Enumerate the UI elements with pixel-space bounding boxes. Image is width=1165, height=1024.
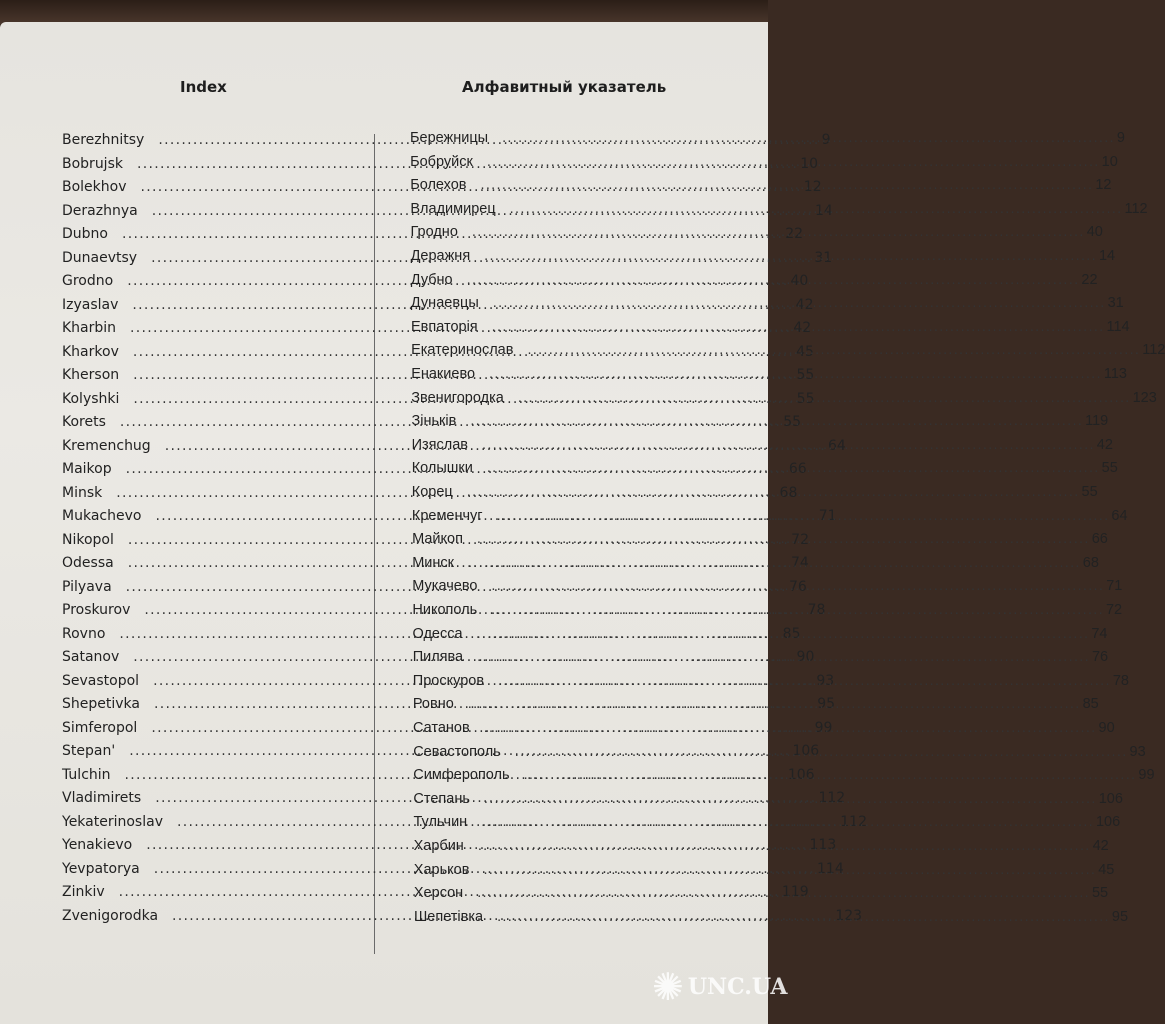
entry-page-number: 78 xyxy=(807,602,826,618)
dot-leader xyxy=(467,272,1080,288)
entry-name: Колышки xyxy=(411,460,473,477)
entry-page-number: 42 xyxy=(1096,436,1113,453)
entry-page-number: 74 xyxy=(1091,625,1108,642)
entry-name: Kremenchug xyxy=(62,437,151,454)
entry-name: Бобруйск xyxy=(410,153,473,170)
entry-page-number: 112 xyxy=(840,813,867,830)
entry-page-number: 114 xyxy=(1106,318,1130,335)
index-heading-russian: Алфавитный указатель xyxy=(462,78,667,96)
entry-name: Изяслав xyxy=(411,436,468,453)
entry-name: Звенигородка xyxy=(411,389,504,406)
entry-page-number: 76 xyxy=(1091,649,1109,666)
entry-page-number: 76 xyxy=(788,578,807,595)
entry-name: Kharbin xyxy=(62,320,117,336)
entry-page-number: 42 xyxy=(1092,838,1109,854)
entry-page-number: 9 xyxy=(1116,130,1125,146)
dot-leader xyxy=(468,696,1081,712)
entry-name: Евпаторія xyxy=(411,318,478,335)
dot-leader xyxy=(489,366,1102,382)
entry-name: Maikop xyxy=(62,461,112,477)
entry-page-number: 12 xyxy=(803,179,822,195)
entry-name: Минск xyxy=(412,554,454,571)
entry-name: Кременчуг xyxy=(411,507,483,524)
entry-page-number: 22 xyxy=(785,226,804,242)
entry-page-number: 14 xyxy=(1098,248,1116,264)
entry-page-number: 78 xyxy=(1112,672,1129,689)
entry-name: Izyaslav xyxy=(62,296,119,313)
dot-leader xyxy=(491,602,1104,618)
entry-name: Енакиево xyxy=(411,366,476,382)
entry-name: Корец xyxy=(411,484,453,500)
entry-page-number: 31 xyxy=(814,249,833,266)
entry-page-number: 42 xyxy=(793,320,812,336)
dot-leader xyxy=(498,673,1111,689)
entry-name: Yekaterinoslav xyxy=(62,813,163,830)
entry-name: Yevpatorya xyxy=(62,860,140,877)
entry-page-number: 12 xyxy=(1095,177,1112,194)
entry-name: Севастополь xyxy=(413,743,501,760)
entry-page-number: 64 xyxy=(827,437,846,454)
entry-page-number: 119 xyxy=(1085,413,1109,430)
watermark xyxy=(652,965,788,1009)
entry-page-number: 85 xyxy=(1082,696,1099,713)
dot-leader xyxy=(493,295,1106,311)
dot-leader xyxy=(487,460,1100,476)
entry-page-number: 112 xyxy=(1142,342,1165,359)
entry-name: Мукачево xyxy=(412,578,478,595)
entry-page-number: 106 xyxy=(1098,790,1123,807)
entry-name: Rovno xyxy=(62,625,106,642)
dot-leader xyxy=(527,342,1140,358)
entry-page-number: 99 xyxy=(1138,767,1155,784)
entry-page-number: 112 xyxy=(818,790,846,806)
dot-leader xyxy=(481,177,1094,193)
dot-leader xyxy=(477,649,1090,665)
dot-leader xyxy=(497,909,1110,925)
entry-name: Zinkiv xyxy=(62,884,105,900)
entry-name: Bobrujsk xyxy=(62,155,123,172)
entry-name: Kherson xyxy=(62,367,120,383)
entry-name: Болехов xyxy=(410,177,467,194)
entry-name: Никополь xyxy=(412,602,478,618)
entry-name: Екатеринослав xyxy=(411,342,514,359)
entry-name: Berezhnitsy xyxy=(62,132,145,148)
entry-page-number: 119 xyxy=(781,884,809,900)
entry-name: Бережницы xyxy=(410,130,489,146)
entry-page-number: 106 xyxy=(792,743,820,759)
entry-name: Шепетівка xyxy=(414,908,484,925)
entry-name: Харьков xyxy=(413,861,470,878)
entry-name: Сатанов xyxy=(413,720,470,736)
entry-name: Симферополь xyxy=(413,767,510,784)
sunburst-logo-icon: ✺ xyxy=(652,965,684,1009)
entry-name: Korets xyxy=(62,414,106,430)
entry-name: Проскуров xyxy=(412,672,485,689)
watermark-text: UNC.UA xyxy=(687,974,788,1000)
entry-page-number: 106 xyxy=(787,766,815,783)
entry-name: Satanov xyxy=(62,649,120,665)
entry-page-number: 114 xyxy=(817,860,844,877)
dot-leader xyxy=(510,201,1123,217)
book-page xyxy=(0,22,1165,1024)
index-entry xyxy=(410,153,1118,170)
entry-page-number: 113 xyxy=(809,837,837,853)
entry-page-number: 71 xyxy=(818,508,837,524)
dot-leader xyxy=(468,555,1081,571)
entry-page-number: 55 xyxy=(1101,460,1118,477)
entry-page-number: 40 xyxy=(1086,224,1103,241)
dot-leader xyxy=(487,154,1100,170)
entry-name: Dubno xyxy=(62,226,108,242)
entry-page-number: 90 xyxy=(796,649,815,665)
entry-page-number: 123 xyxy=(1132,389,1157,406)
entry-page-number: 55 xyxy=(1081,484,1098,500)
entry-name: Зіньків xyxy=(411,413,457,430)
dot-leader xyxy=(477,626,1090,642)
entry-page-number: 10 xyxy=(800,155,819,172)
entry-name: Minsk xyxy=(62,484,103,501)
entry-page-number: 95 xyxy=(817,696,836,712)
background-surface xyxy=(0,0,768,24)
entry-name: Yenakievo xyxy=(62,837,133,853)
dot-leader xyxy=(502,130,1115,146)
entry-page-number: 45 xyxy=(796,343,814,360)
entry-name: Пилява xyxy=(412,649,464,666)
entry-page-number: 55 xyxy=(796,390,815,407)
dot-leader xyxy=(491,578,1104,594)
entry-page-number: 14 xyxy=(814,202,833,219)
entry-name: Деражня xyxy=(410,248,471,264)
entry-name: Майкоп xyxy=(412,531,463,548)
entry-page-number: 72 xyxy=(791,531,809,548)
dot-leader xyxy=(477,885,1090,901)
entry-name: Одесса xyxy=(412,625,463,642)
entry-page-number: 72 xyxy=(1105,602,1123,618)
dot-leader xyxy=(481,814,1094,830)
entry-page-number: 123 xyxy=(835,907,863,924)
entry-name: Nikopol xyxy=(62,531,114,548)
entry-page-number: 71 xyxy=(1106,578,1123,595)
dot-leader xyxy=(482,437,1095,453)
entry-name: Харбин xyxy=(413,838,464,854)
entry-name: Дунаевцы xyxy=(410,295,479,312)
dot-leader xyxy=(470,413,1083,429)
entry-name: Grodno xyxy=(62,273,114,289)
entry-page-number: 10 xyxy=(1101,153,1118,170)
dot-leader xyxy=(518,390,1131,406)
dot-leader xyxy=(472,224,1085,240)
index-entry xyxy=(410,130,1125,146)
entry-page-number: 112 xyxy=(1124,200,1148,217)
dot-leader xyxy=(497,508,1110,524)
entry-name: Mukachevo xyxy=(62,508,142,524)
entry-name: Дубно xyxy=(410,271,453,288)
entry-name: Kharkov xyxy=(62,343,119,360)
dot-leader xyxy=(484,248,1097,264)
entry-page-number: 55 xyxy=(1091,885,1109,902)
index-entry xyxy=(410,177,1112,194)
dot-leader xyxy=(467,484,1080,500)
entry-page-number: 85 xyxy=(782,625,801,642)
dot-leader xyxy=(524,767,1137,783)
entry-page-number: 113 xyxy=(1103,366,1127,382)
entry-name: Proskurov xyxy=(62,602,131,618)
entry-page-number: 45 xyxy=(1098,861,1115,878)
entry-page-number: 68 xyxy=(779,484,798,501)
entry-name: Степань xyxy=(413,790,470,807)
entry-page-number: 9 xyxy=(821,132,831,148)
entry-name: Херсон xyxy=(413,885,464,902)
entry-name: Bolekhov xyxy=(62,179,127,195)
entry-name: Simferopol xyxy=(62,719,138,736)
entry-page-number: 64 xyxy=(1111,507,1128,524)
entry-page-number: 90 xyxy=(1098,720,1115,736)
index-heading-english: Index xyxy=(180,78,227,96)
entry-name: Владимирец xyxy=(410,200,496,217)
entry-page-number: 66 xyxy=(1091,531,1108,548)
dot-leader xyxy=(477,531,1090,547)
entry-page-number: 55 xyxy=(783,414,802,430)
entry-name: Odessa xyxy=(62,555,114,571)
entry-name: Dunaevtsy xyxy=(62,249,138,266)
entry-page-number: 40 xyxy=(790,273,809,289)
entry-page-number: 93 xyxy=(1129,743,1146,760)
dot-leader xyxy=(483,862,1096,878)
entry-page-number: 99 xyxy=(814,719,833,736)
entry-page-number: 95 xyxy=(1111,908,1129,925)
entry-page-number: 31 xyxy=(1107,295,1124,312)
dot-leader xyxy=(484,791,1097,807)
entry-name: Ровно xyxy=(412,696,454,713)
entry-name: Sevastopol xyxy=(62,672,140,689)
entry-name: Zvenigorodka xyxy=(62,907,159,924)
entry-name: Тульчин xyxy=(413,814,468,831)
entry-name: Tulchin xyxy=(62,766,111,783)
entry-name: Vladimirets xyxy=(62,790,142,806)
entry-page-number: 68 xyxy=(1082,554,1099,571)
entry-page-number: 93 xyxy=(816,672,835,689)
dot-leader xyxy=(478,838,1091,854)
entry-name: Stepan' xyxy=(62,743,116,759)
entry-page-number: 66 xyxy=(788,461,807,477)
entry-page-number: 74 xyxy=(790,555,809,571)
entry-page-number: 106 xyxy=(1095,814,1121,831)
entry-page-number: 55 xyxy=(796,367,815,383)
entry-name: Derazhnya xyxy=(62,202,138,219)
entry-name: Pilyava xyxy=(62,578,112,595)
entry-name: Shepetivka xyxy=(62,696,140,712)
entry-page-number: 42 xyxy=(795,296,814,313)
entry-page-number: 22 xyxy=(1081,271,1098,288)
dot-leader xyxy=(484,720,1097,736)
dot-leader xyxy=(515,744,1128,760)
dot-leader xyxy=(492,319,1105,335)
entry-name: Гродно xyxy=(410,224,458,241)
entry-name: Kolyshki xyxy=(62,390,120,407)
